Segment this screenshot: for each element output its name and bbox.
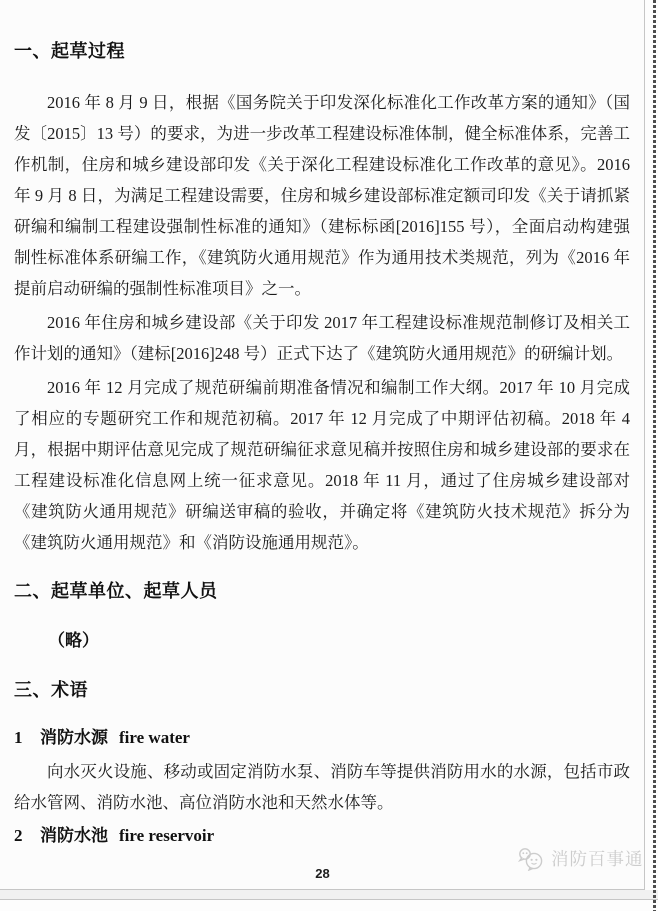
term-english: fire reservoir bbox=[119, 826, 215, 845]
dotted-right-edge bbox=[653, 0, 656, 911]
term-row bbox=[14, 726, 630, 750]
drafting-process-paragraph-3: 2016 年 12 月完成了规范研编前期准备情况和编制工作大纲。2017 年 10 月完成了相应的专题研究工作和规范初稿。2017 年 12 月完成了中期评估初稿。2018 年 4 月，根据中期评估意见完成了规范研编征求意见稿并按照住房和城乡建设部的要求在工程建设标准化信息网上统一征求意见。2018 年 11 月，通过了住房城乡建设部对《建筑防火通用规范》研编送审稿的验收，并确定将《建筑防火技术规范》拆分为《建筑防火通用规范》和《消防设施通用规范》。 bbox=[14, 378, 630, 552]
page-gap-divider bbox=[0, 890, 658, 900]
section-heading-terms: 三、术语 bbox=[14, 680, 88, 700]
term-chinese: 消防水源 bbox=[40, 728, 108, 747]
term-row bbox=[14, 824, 630, 848]
section-heading-drafting-process: 一、起草过程 bbox=[14, 41, 125, 61]
drafting-process-paragraph-2: 2016 年住房和城乡建设部《关于印发 2017 年工程建设标准规范制修订及相关工作计划的通知》（建标[2016]248 号）正式下达了《建筑防火通用规范》的研编计划。 bbox=[14, 313, 630, 363]
section-heading-drafting-units: 二、起草单位、起草人员 bbox=[14, 581, 218, 601]
omitted-note: （略） bbox=[48, 631, 99, 650]
term-definition: 向水灭火设施、移动或固定消防水泵、消防车等提供消防用水的水源，包括市政给水管网、消防水池、高位消防水池和天然水体等。 bbox=[14, 762, 630, 812]
page-number: 28 bbox=[315, 866, 330, 881]
term-english: fire water bbox=[119, 728, 190, 747]
term-chinese: 消防水池 bbox=[40, 826, 108, 845]
watermark-label: 消防百事通 bbox=[551, 849, 644, 869]
next-page-top-edge bbox=[0, 900, 658, 911]
term-number: 1 bbox=[14, 728, 23, 747]
term-number: 2 bbox=[14, 826, 23, 845]
drafting-process-paragraph-1: 2016 年 8 月 9 日，根据《国务院关于印发深化标准化工作改革方案的通知》（国发〔2015〕13 号）的要求，为进一步改革工程建设标准体制，健全标准体系，完善工作机制，住房和城乡建设部印发《关于深化工程建设标准化工作改革的意见》。2016 年 9 月 8 日，为满足工程建设需要，住房和城乡建设部标准定额司印发《关于请抓紧研编和编制工程建设强制性标准的通知》（建标标函[2016]155 号），全面启动构建强制性标准体系研编工作，《建筑防火通用规范》作为通用技术类规范，列为《2016 年提前启动研编的强制性标准项目》之一。 bbox=[14, 93, 630, 298]
